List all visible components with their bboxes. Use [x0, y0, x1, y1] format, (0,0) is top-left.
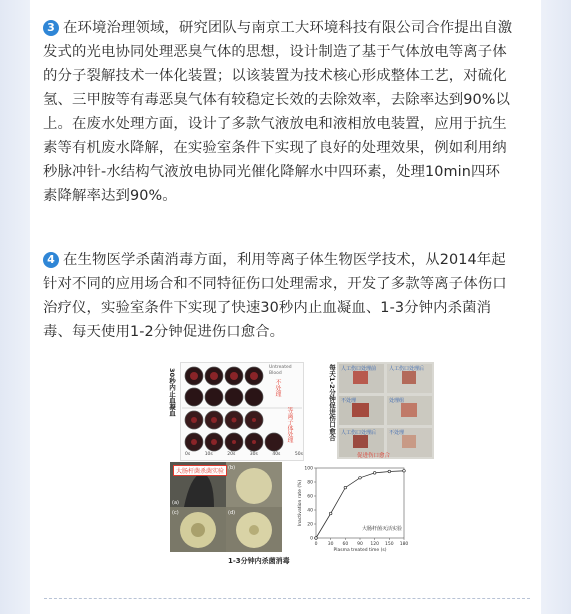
panel-label: (c)	[172, 510, 179, 516]
time-label: 30s	[249, 452, 258, 457]
time-label: 0s	[185, 452, 191, 457]
data-point	[359, 477, 362, 480]
sterilization-caption: 1-3分钟内杀菌消毒	[228, 557, 290, 565]
panel-label: (a)	[172, 500, 179, 506]
hemostasis-figure	[162, 362, 302, 459]
healing-caption: 不处理	[341, 398, 357, 404]
x-tick-label: 30	[327, 542, 334, 547]
healing-caption: 人工伤口处理后	[341, 430, 377, 436]
x-axis-label: Plasma treated time (s)	[333, 548, 387, 553]
y-tick-label: 80	[307, 480, 313, 486]
healing-caption: 不处理	[389, 430, 405, 436]
inactivation-chart	[296, 462, 408, 552]
time-label: 40s	[272, 452, 281, 457]
number-badge-3: 3	[43, 20, 59, 36]
time-label: 10s	[204, 452, 213, 457]
hemostasis-photo	[180, 362, 304, 461]
panel-label: (b)	[228, 465, 236, 471]
x-tick-label: 180	[399, 542, 409, 547]
data-point	[329, 512, 332, 515]
healing-caption: 人工伤口处理后	[389, 366, 425, 372]
healing-caption: 处理组	[389, 398, 405, 404]
healing-caption-highlight: 促进伤口愈合	[357, 453, 391, 459]
sterilization-figure	[170, 462, 282, 552]
paragraph-4	[43, 248, 513, 344]
time-label: 50s	[294, 452, 303, 457]
right-margin	[541, 0, 571, 614]
data-point	[388, 470, 391, 473]
paragraph-3-text: 在环境治理领域，研究团队与南京工大环境科技有限公司合作提出自激发式的光电协同处理恶臭气体的思想，设计制造了基于气体放电等离子体的分子裂解技术一体化装置；以该装置为技术核心形成整体工艺，对硫化氢、三甲胺等有毒恶臭气体有较稳定长效的去除效率，去除率达到90%以上。在废水处理方面，设计了多款气液放电和液相放电装置，应用于抗生素等有机废水降解，在实验室条件下实现了良好的处理效果，例如利用纳秒脉冲针-水结构气液放电协同光催化降解水中四环素，处理10min四环素降解率达到90%。	[43, 20, 513, 204]
sterilization-tag: 大肠杆菌杀菌实验	[173, 465, 227, 476]
hemostasis-side-label: 30秒内止血凝血	[168, 368, 176, 417]
y-tick-label: 0	[310, 536, 313, 542]
healing-photo	[337, 362, 434, 459]
y-tick-label: 60	[307, 494, 313, 500]
x-tick-label: 90	[357, 542, 363, 547]
paragraph-4-text: 在生物医学杀菌消毒方面，利用等离子体生物医学技术，从2014年起针对不同的应用场合和不同特征伤口处理需求，开发了多款等离子体伤口治疗仪，实验室条件下实现了快速30秒内止血凝血、1-3分钟内杀菌消毒、每天使用1-2分钟促进伤口愈合。	[43, 252, 507, 340]
time-labels	[185, 452, 303, 457]
healing-side-label: 每天1-2分钟促进伤口愈合	[328, 364, 336, 441]
wound-healing-figure	[322, 362, 434, 459]
x-tick-label: 60	[342, 542, 349, 547]
chart-annotation: 大肠杆菌灭活实验	[361, 526, 402, 532]
hemostasis-legend	[269, 365, 299, 377]
number-badge-4: 4	[43, 252, 59, 268]
y-axis-label: Inactivation rate (%)	[298, 479, 303, 527]
time-label: 20s	[227, 452, 236, 457]
inactivation-chart-svg	[296, 462, 408, 552]
wound-photo-grid	[337, 362, 434, 459]
paragraph-3	[43, 16, 513, 208]
x-tick-label: 120	[370, 542, 379, 547]
data-point	[344, 486, 347, 489]
legend-blood: Blood	[269, 371, 282, 376]
y-tick-label: 100	[304, 466, 313, 472]
panel-label: (d)	[228, 510, 236, 516]
healing-caption: 人工伤口处理前	[341, 366, 377, 372]
data-point	[315, 537, 318, 540]
legend-untreated: Untreated	[269, 365, 292, 370]
left-margin	[0, 0, 30, 614]
x-tick-label: 0	[314, 542, 318, 547]
data-point	[373, 472, 376, 475]
x-tick-label: 150	[385, 542, 394, 547]
data-point	[403, 470, 406, 473]
tag-treated: 等离子体处理	[286, 407, 293, 443]
y-tick-label: 20	[307, 522, 313, 528]
footer-divider	[44, 598, 530, 599]
tag-untreated: 不处理	[274, 379, 281, 397]
y-tick-label: 40	[307, 508, 313, 514]
